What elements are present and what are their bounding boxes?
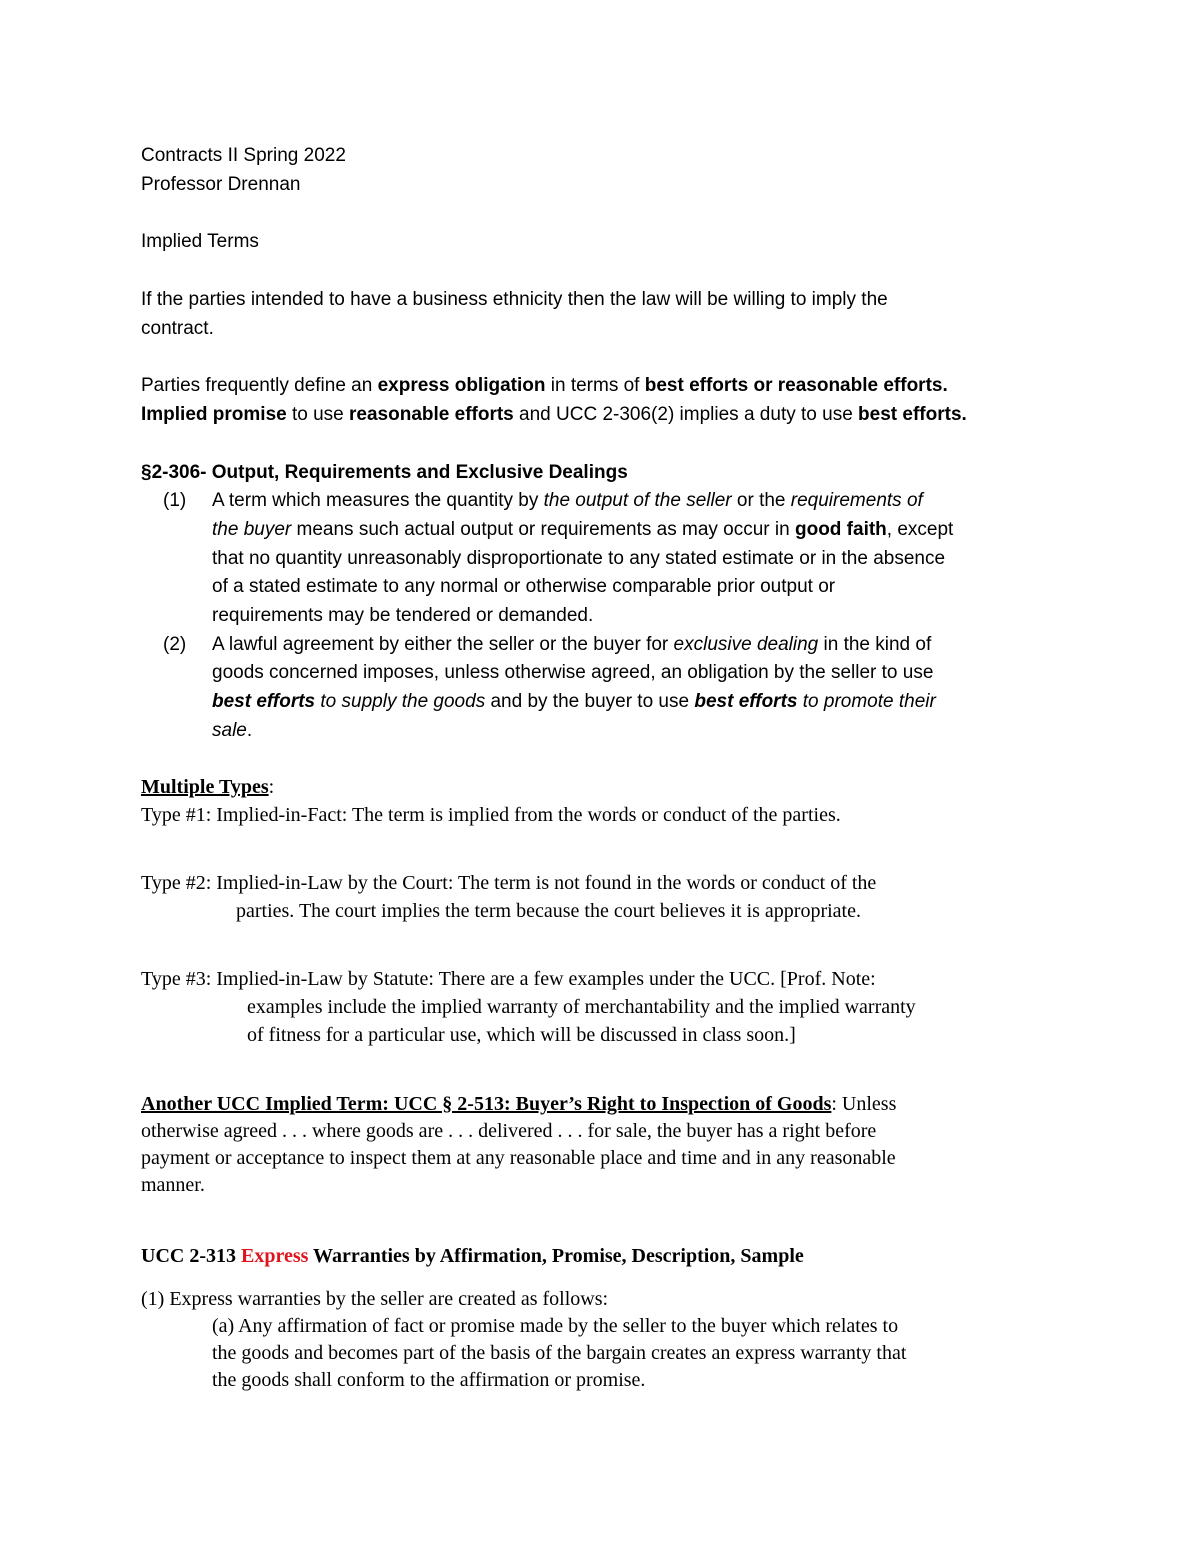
ucc-2313-a-line-1: (a) Any affirmation of fact or promise made by the seller to the buyer which relates to [212, 1315, 899, 1337]
item-1-line-5: requirements may be tendered or demanded. [212, 605, 594, 626]
type-1: Type #1: Implied-in-Fact: The term is implied from the words or conduct of the parties. [141, 804, 841, 826]
type-3-line-1: Type #3: Implied-in-Law by Statute: There are a few examples under the UCC. [Prof. Note: [141, 968, 876, 990]
express-obligation: express obligation [377, 375, 546, 396]
output-of-seller: the output of the seller [543, 490, 732, 511]
ucc-2313-number: UCC 2-313 [141, 1245, 241, 1267]
item-text: A lawful agreement by either the seller or the buyer for [212, 634, 674, 655]
ucc-2513-line-3: payment or acceptance to inspect them at any reasonable place and time and in any reasonable [141, 1147, 896, 1169]
course-title: Contracts II Spring 2022 [141, 145, 346, 166]
ucc-2513-text: : Unless [831, 1093, 897, 1115]
professor-name: Professor Drennan [141, 174, 301, 195]
item-1-line-4: of a stated estimate to any normal or otherwise comparable prior output or [212, 576, 836, 597]
efforts-line-1 [141, 372, 948, 400]
colon: : [268, 776, 275, 798]
best-efforts: best efforts. [858, 404, 967, 425]
ucc-2513-line-2: otherwise agreed . . . where goods are . . . delivered . . . for sale, the buyer has a right before [141, 1120, 877, 1142]
best-efforts-seller: best efforts [212, 691, 316, 712]
type-2-line-2: parties. The court implies the term because the court believes it is appropriate. [236, 900, 861, 922]
item-text: and by the buyer to use [485, 691, 695, 712]
best-or-reasonable-efforts: best efforts or reasonable efforts. [644, 375, 948, 396]
efforts-line-2 [141, 401, 967, 429]
intro-line-1: If the parties intended to have a business ethnicity then the law will be willing to imply the [141, 289, 888, 310]
ucc-2313-a-line-3: the goods shall conform to the affirmation or promise. [212, 1369, 646, 1391]
section-2306-title: §2-306- Output, Requirements and Exclusive Dealings [141, 462, 628, 483]
reasonable-efforts: reasonable efforts [349, 404, 514, 425]
type-3-line-3: of fitness for a particular use, which will be discussed in class soon.] [247, 1024, 796, 1046]
ucc-2313-item-1: (1) Express warranties by the seller are created as follows: [141, 1288, 609, 1310]
efforts-text: in terms of [545, 375, 645, 396]
type-2-line-1: Type #2: Implied-in-Law by the Court: The term is not found in the words or conduct of the [141, 872, 877, 894]
supply-goods: to supply the goods [315, 691, 486, 712]
promote-their: to promote their [797, 691, 936, 712]
ucc-2313-title [141, 1242, 804, 1270]
item-2-line-4 [212, 717, 252, 745]
item-2-line-1 [212, 631, 931, 659]
multiple-types-heading [141, 773, 274, 801]
heading-implied-terms: Implied Terms [141, 231, 259, 252]
item-1-number: (1) [163, 490, 187, 511]
item-1-line-1 [212, 487, 923, 515]
item-text: means such actual output or requirements as may occur in [291, 519, 795, 540]
item-text: , except [886, 519, 954, 540]
item-text: in the kind of [818, 634, 932, 655]
best-efforts-buyer: best efforts [694, 691, 798, 712]
item-2-line-2: goods concerned imposes, unless otherwise agreed, an obligation by the seller to use [212, 662, 934, 683]
ucc-2513-line-4: manner. [141, 1174, 205, 1196]
good-faith: good faith [794, 519, 887, 540]
efforts-text: to use [286, 404, 350, 425]
exclusive-dealing: exclusive dealing [673, 634, 819, 655]
requirements-of: requirements of [790, 490, 923, 511]
implied-promise: Implied promise [141, 404, 287, 425]
the-buyer: the buyer [212, 519, 292, 540]
ucc-2313-title-rest: Warranties by Affirmation, Promise, Description, Sample [308, 1245, 804, 1267]
multiple-types-label: Multiple Types [141, 776, 269, 798]
express-word: Express [241, 1245, 309, 1267]
efforts-text: and UCC 2-306(2) implies a duty to use [513, 404, 859, 425]
ucc-2513-line-1 [141, 1090, 896, 1118]
intro-line-2: contract. [141, 318, 214, 339]
item-text: A term which measures the quantity by [212, 490, 544, 511]
sale: sale [212, 720, 247, 741]
item-2-number: (2) [163, 634, 187, 655]
ucc-2313-a-line-2: the goods and becomes part of the basis of the bargain creates an express warranty that [212, 1342, 907, 1364]
efforts-text: Parties frequently define an [141, 375, 378, 396]
item-text: or the [731, 490, 791, 511]
item-2-line-3 [212, 688, 936, 716]
item-1-line-2 [212, 516, 953, 544]
type-3-line-2: examples include the implied warranty of merchantability and the implied warranty [247, 996, 916, 1018]
item-1-line-3: that no quantity unreasonably disproportionate to any stated estimate or in the absence [212, 548, 946, 569]
ucc-2513-heading: Another UCC Implied Term: UCC § 2-513: Buyer’s Right to Inspection of Goods [141, 1093, 832, 1115]
item-text: . [246, 720, 253, 741]
